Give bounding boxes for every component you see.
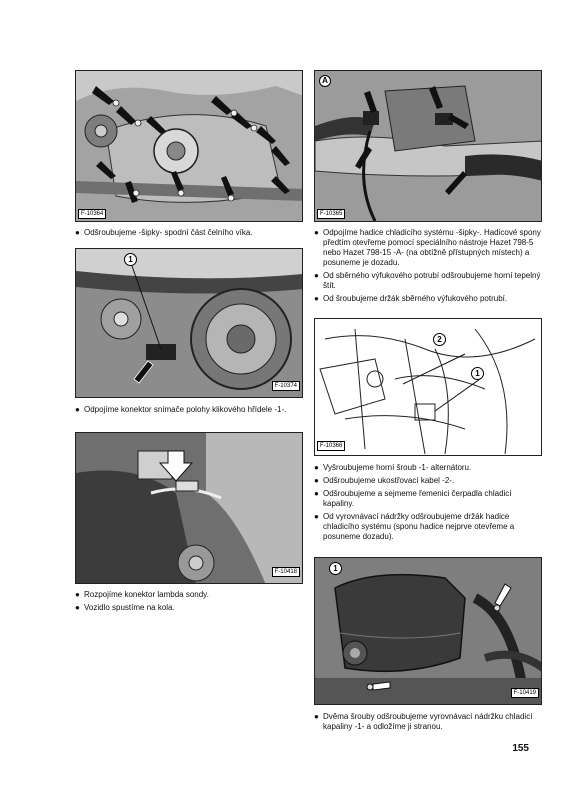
bullet: ●: [314, 712, 319, 721]
caption-item: [314, 476, 542, 486]
figure-label: F-10366: [317, 441, 345, 451]
figure-callout-1: 1: [329, 562, 342, 575]
bullet: ●: [314, 512, 319, 521]
figure-callout-1: 1: [124, 253, 137, 266]
caption-group-5: [75, 590, 303, 613]
caption-text: Odpojíme hadice chladicího systému -šipky-. Hadicové spony předtím otevřeme pomocí speciálního nástroje Hazet 798-5 nebo Hazet 798-15 -A- (na obtížně přístupných místech) a posuneme je dozadu.: [323, 228, 541, 267]
figure-label: F-10364: [78, 209, 106, 219]
bullet: ●: [314, 271, 319, 280]
caption-text: Vozidlo spustíme na kola.: [84, 603, 175, 612]
caption-item: [314, 271, 542, 291]
figure-coolant-reservoir: [314, 557, 542, 705]
figure-alternator-drawing: [315, 319, 542, 456]
caption-item: [314, 228, 542, 268]
bullet: ●: [314, 228, 319, 237]
caption-text: Odpojíme konektor snímače polohy klikového hřídele -1-.: [84, 405, 287, 414]
caption-item: [314, 294, 542, 304]
figure-label: F-10419: [511, 688, 539, 698]
figure-coolant-hoses-drawing: [315, 71, 542, 222]
caption-6: [314, 712, 542, 732]
caption-item: [75, 590, 303, 600]
caption-1: [75, 228, 303, 238]
figure-marker-a: A: [319, 75, 331, 87]
bullet: ●: [75, 405, 80, 414]
caption-item: [314, 489, 542, 509]
caption-item: [75, 603, 303, 613]
figure-lambda-connector-drawing: [76, 433, 303, 584]
figure-crankshaft-sensor: [75, 248, 303, 398]
bullet: ●: [314, 463, 319, 472]
caption-text: Odšroubujeme a sejmeme řemenici čerpadla chladicí kapaliny.: [323, 489, 512, 508]
caption-text: Od vyrovnávací nádržky odšroubujeme držák hadice chladicího systému (sponu hadice nejprve otevřeme a posuneme dozadu).: [323, 512, 515, 541]
figure-crankshaft-sensor-drawing: [76, 249, 303, 398]
caption-3: [75, 405, 303, 415]
caption-text: Od šroubujeme držák sběrného výfukového potrubí.: [323, 294, 508, 303]
figure-callout-2: 2: [433, 333, 446, 346]
figure-front-cover-drawing: [76, 71, 303, 222]
caption-item: [314, 512, 542, 542]
bullet: ●: [314, 476, 319, 485]
bullet: ●: [314, 294, 319, 303]
figure-lambda-connector: [75, 432, 303, 584]
caption-text: Rozpojíme konektor lambda sondy.: [84, 590, 209, 599]
caption-text: Dvěma šrouby odšroubujeme vyrovnávací nádržku chladicí kapaliny -1- a odložíme ji stranou.: [323, 712, 533, 731]
figure-front-cover: [75, 70, 303, 222]
figure-label: F-10418: [272, 567, 300, 577]
caption-group-4: [314, 463, 542, 542]
figure-label: F-10365: [317, 209, 345, 219]
figure-callout-1: 1: [471, 367, 484, 380]
caption-text: Vyšroubujeme horní šroub -1- alternátoru.: [323, 463, 472, 472]
caption-group-2: [314, 228, 542, 304]
page-number: 155: [512, 743, 529, 754]
figure-label: F-10374: [272, 381, 300, 391]
bullet: ●: [75, 603, 80, 612]
bullet: ●: [75, 228, 80, 237]
figure-coolant-reservoir-drawing: [315, 558, 542, 705]
caption-item: [314, 463, 542, 473]
bullet: ●: [314, 489, 319, 498]
caption-text: Od sběrného výfukového potrubí odšroubujeme horní tepelný štít.: [323, 271, 541, 290]
figure-alternator: [314, 318, 542, 456]
caption-text: Odšroubujeme -šipky- spodní část čelního víka.: [84, 228, 253, 237]
caption-text: Odšroubujeme ukostřovací kabel -2-.: [323, 476, 455, 485]
figure-coolant-hoses: [314, 70, 542, 222]
bullet: ●: [75, 590, 80, 599]
